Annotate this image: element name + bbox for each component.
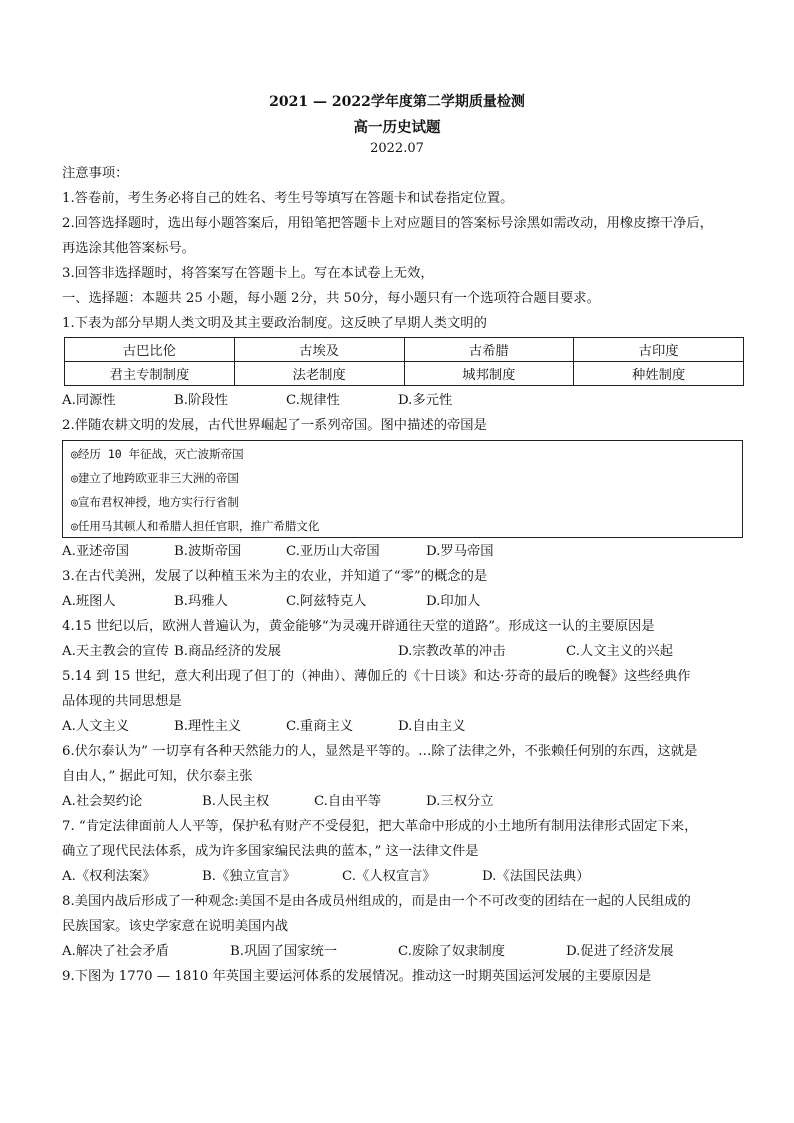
option-b[interactable]: B.波斯帝国 (174, 544, 242, 559)
notice-item: 2.回答选择题时，选出每小题答案后，用铅笔把答题卡上对应题目的答案标号涂黑如需改动，用橡皮擦干净后， (62, 216, 713, 231)
option-a[interactable]: A.亚述帝国 (62, 544, 130, 559)
question-4-stem: 4.15 世纪以后，欧洲人普遍认为，黄金能够“为灵魂开辟通往天堂的道路”。形成这一认的主要原因是 (62, 619, 655, 634)
table-cell: 城邦制度 (404, 362, 574, 386)
table-row (65, 362, 744, 386)
civilization-table (64, 337, 744, 386)
option-a[interactable]: A.解决了社会矛盾 (62, 944, 169, 959)
box-line: ◎任用马其顿人和希腊人担任官职，推广希腊文化 (71, 519, 320, 533)
question-6-stem-cont: 自由人，” 据此可知，伏尔泰主张 (62, 769, 253, 784)
exam-date: 2022.07 (370, 141, 424, 156)
option-d[interactable]: D.自由主义 (398, 719, 466, 734)
option-a[interactable]: A.社会契约论 (62, 794, 143, 809)
option-b[interactable]: B.《独立宣言》 (202, 869, 296, 884)
table-cell: 古印度 (574, 338, 744, 362)
table-cell: 古希腊 (404, 338, 574, 362)
option-b[interactable]: B.商品经济的发展 (174, 644, 282, 659)
question-6-stem: 6.伏尔泰认为” 一切享有各种天然能力的人，显然是平等的。…除了法律之外，不张赖任何别的东西，这就是 (62, 744, 698, 759)
notice-heading: 注意事项： (62, 166, 129, 181)
question-5-stem: 5.14 到 15 世纪，意大利出现了但丁的（神曲）、薄伽丘的《十日谈》和达·芬奇的最后的晚餐》这些经典作 (62, 669, 691, 684)
option-a[interactable]: A.《权利法案》 (62, 869, 156, 884)
table-cell: 君主专制制度 (65, 362, 235, 386)
table-cell: 古埃及 (234, 338, 404, 362)
option-c[interactable]: C.规律性 (286, 393, 340, 408)
option-b[interactable]: B.理性主义 (174, 719, 242, 734)
notice-item: 3.回答非选择题时，将答案写在答题卡上。写在本试卷上无效， (62, 266, 434, 281)
option-b[interactable]: B.玛雅人 (174, 594, 228, 609)
question-8-stem: 8.美国内战后形成了一种观念:美国不是由各成员州组成的，而是由一个不可改变的团结在一起的人民组成的 (62, 894, 691, 909)
question-9-stem: 9.下图为 1770 — 1810 年英国主要运河体系的发展情况。推动这一时期英国运河发展的主要原因是 (62, 969, 652, 984)
option-d[interactable]: D.三权分立 (426, 794, 494, 809)
question-3-stem: 3.在古代美洲，发展了以种植玉米为主的农业，并知道了“零”的概念的是 (62, 569, 488, 584)
option-d[interactable]: D.促进了经济发展 (566, 944, 674, 959)
option-c[interactable]: C.重商主义 (286, 719, 354, 734)
box-line: ◎建立了地跨欧亚非三大洲的帝国 (71, 471, 239, 485)
option-b[interactable]: B.阶段性 (174, 393, 228, 408)
notice-item: 1.答卷前，考生务必将自己的姓名、考生号等填写在答题卡和试卷指定位置。 (62, 191, 514, 206)
option-c[interactable]: C.人文主义的兴起 (566, 644, 674, 659)
exam-subject: 高一历史试题 (353, 119, 441, 136)
table-cell: 法老制度 (234, 362, 404, 386)
option-c[interactable]: C.《人权宣言》 (342, 869, 436, 884)
option-a[interactable]: A.同源性 (62, 393, 116, 408)
question-8-stem-cont: 民族国家。该史学家意在说明美国内战 (62, 919, 289, 934)
option-a[interactable]: A.人文主义 (62, 719, 130, 734)
question-1-stem: 1.下表为部分早期人类文明及其主要政治制度。这反映了早期人类文明的 (62, 316, 487, 331)
section-heading: 一、选择题：本题共 25 小题，每小题 2分，共 50分，每小题只有一个选项符合题目要求。 (62, 291, 600, 306)
question-5-stem-cont: 品体现的共同思想是 (62, 694, 182, 709)
table-row (65, 338, 744, 362)
notice-item: 再选涂其他答案标号。 (62, 241, 195, 256)
option-b[interactable]: B.人民主权 (202, 794, 270, 809)
option-d[interactable]: D.《法国民法典） (482, 869, 590, 884)
option-d[interactable]: D.宗教改革的冲击 (398, 644, 506, 659)
table-cell: 古巴比伦 (65, 338, 235, 362)
box-line: ◎宣布君权神授，地方实行行省制 (71, 495, 239, 509)
option-a[interactable]: A.天主教会的宣传 (62, 644, 169, 659)
option-a[interactable]: A.班图人 (62, 594, 116, 609)
table-cell: 种姓制度 (574, 362, 744, 386)
exam-title: 2021 — 2022学年度第二学期质量检测 (269, 94, 525, 110)
box-line: ◎经历 10 年征战，灭亡波斯帝国 (71, 447, 244, 461)
option-c[interactable]: C.阿兹特克人 (286, 594, 367, 609)
option-c[interactable]: C.自由平等 (314, 794, 382, 809)
question-7-stem-cont: 确立了现代民法体系，成为许多国家编民法典的蓝本，” 这一法律文件是 (62, 844, 479, 859)
empire-description-box (62, 440, 743, 538)
option-c[interactable]: C.废除了奴隶制度 (398, 944, 506, 959)
option-d[interactable]: D.印加人 (426, 594, 481, 609)
option-b[interactable]: B.巩固了国家统一 (230, 944, 338, 959)
option-d[interactable]: D.罗马帝国 (426, 544, 494, 559)
question-2-stem: 2.伴随农耕文明的发展，古代世界崛起了一系列帝国。图中描述的帝国是 (62, 418, 487, 433)
option-d[interactable]: D.多元性 (398, 393, 453, 408)
option-c[interactable]: C.亚历山大帝国 (286, 544, 380, 559)
question-7-stem: 7. “肯定法律面前人人平等，保护私有财产不受侵犯，把大革命中形成的小土地所有制用法律形式固定下来， (62, 819, 698, 834)
